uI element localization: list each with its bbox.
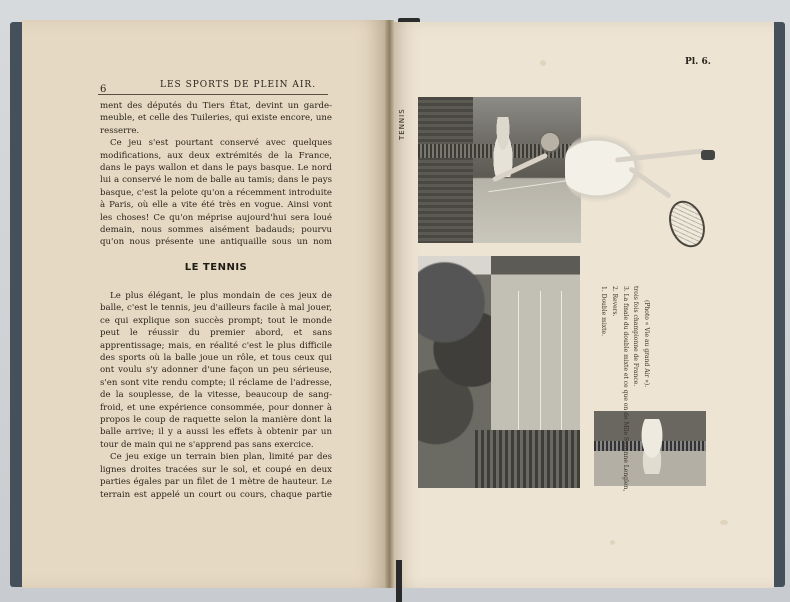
paragraph: Ce jeu exige un terrain bien plan, limité par des lignes droites tracées sur le sol, et coupé en deux parties égales par un filet de 1 mètre de hauteur. Le terrain est appelé un court ou cours, chaque partie (100, 452, 332, 500)
photo-crowd (475, 430, 580, 488)
caption-line: 2. Revers. (611, 286, 618, 317)
header-rule (98, 94, 328, 95)
paper-stain (610, 540, 615, 545)
photo-player-cutout (495, 125, 720, 265)
photo-stands (418, 97, 473, 243)
intro-text (100, 100, 332, 250)
running-head: LES SPORTS DE PLEIN AIR. (160, 80, 317, 90)
bookmark-ribbon (396, 560, 402, 602)
paragraph: Ce jeu s'est pourtant conservé avec quelques modifications, aux deux extrémités de la France, dans le pays wallon et dans le pays basque. Le nord lui a conservé le nom de balle au tamis; dans le pays basque, c'est la pelote qu'on a récemment introduite à Paris, où elle a vite été très en vogue. Ainsi vont les choses! Ce qu'on méprise aujourd'hui sera loué demain, nous sommes aisément badauds; pourvu qu'on nous présente une antiquaille sous un nom (100, 138, 332, 248)
paragraph: ment des députés du Tiers État, devint un garde-meuble, et celle des Tuileries, qui existe encore, une resserre. (100, 101, 332, 136)
paper-stain (720, 520, 728, 525)
side-label: TENNIS (398, 108, 406, 140)
caption-line: 3. La finale du double mixte et ce que on de Mlle Suzanne Lenglen, (622, 286, 629, 492)
player-arm (492, 153, 548, 183)
photo-revers (594, 411, 706, 486)
page-number: 6 (100, 84, 107, 95)
racket-icon (663, 196, 711, 253)
paragraph: Le plus élégant, le plus mondain de ces jeux de balle, c'est le tennis, jeu d'ailleurs facile à mal jouer, ce qui explique son succès prompt; tout le monde peut le réussir du premier abord, et sans apprentissage; mais, en réalité c'est le plus difficile des sports où la balle joue un rôle, et tous ceux qui ont voulu s'y adonner d'une façon un peu sérieuse, s'en sont vite rendu compte; il réclame de l'adresse, de la souplesse, de la vitesse, beaucoup de sang-froid, et une expérience consommée, pour donner à propos le coup de raquette selon la manière dont la balle arrive; il y a aussi les effets à obtenir par un tour de main qui ne s'apprend pas sans exercice. (100, 291, 332, 450)
book-gutter (385, 20, 394, 588)
player-shoe (701, 150, 715, 160)
photo-court-view (418, 256, 580, 488)
player-head (535, 129, 565, 155)
plate-label: Pl. 6. (685, 57, 711, 67)
section-title: LE TENNIS (184, 262, 248, 273)
section-text (100, 290, 332, 502)
photo-player (634, 419, 670, 474)
caption-line: trois fois championne de France. (632, 286, 639, 387)
paper-stain (540, 60, 546, 66)
caption-line: 1. Double mixte. (600, 286, 607, 336)
caption-line: (Photo « Vie au grand Air »). (643, 300, 650, 388)
